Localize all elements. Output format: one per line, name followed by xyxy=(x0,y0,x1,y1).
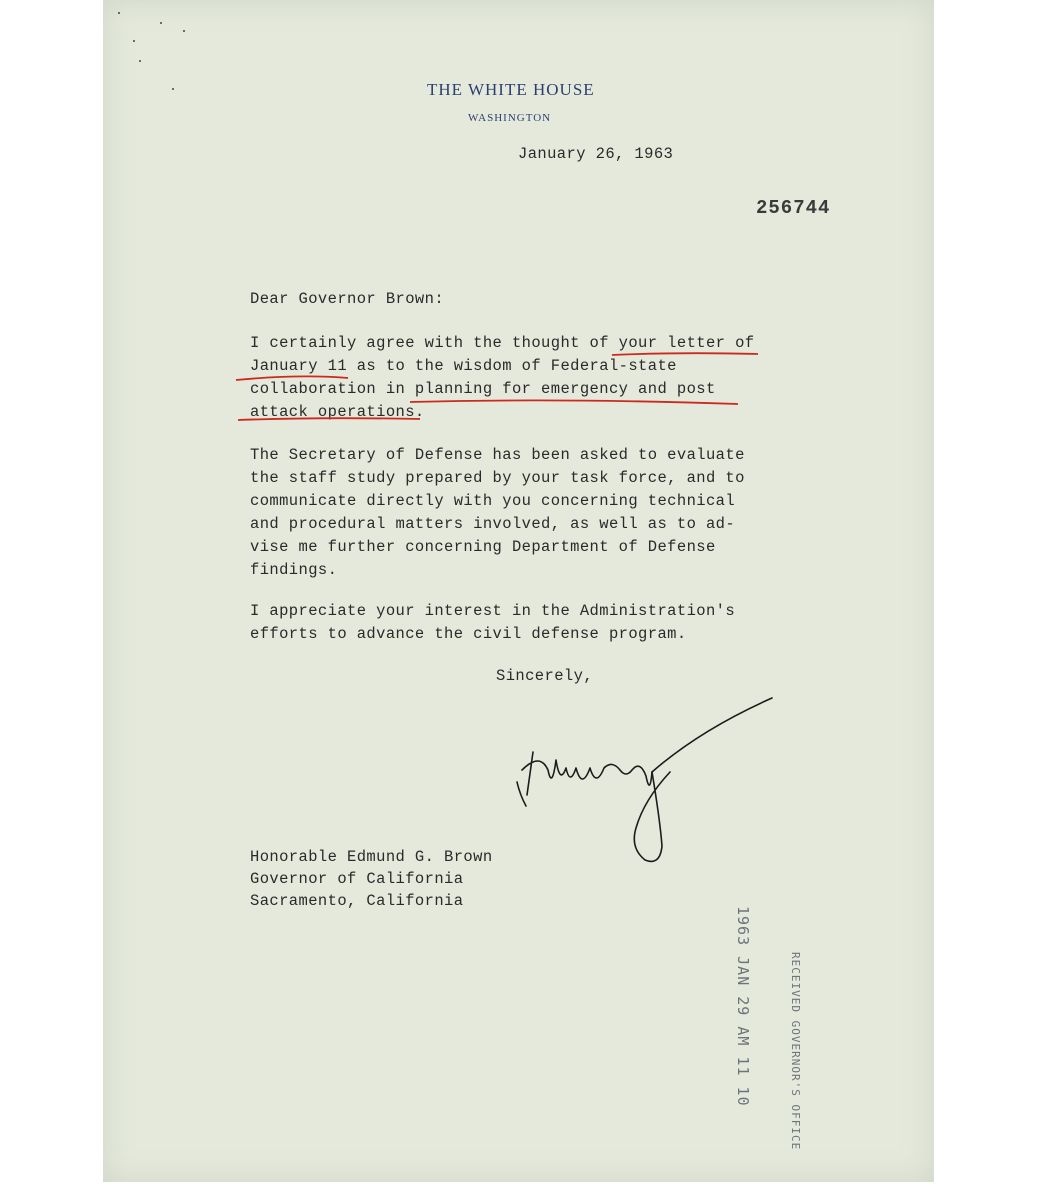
salutation: Dear Governor Brown: xyxy=(250,290,445,308)
received-stamp-date: 1963 JAN 29 AM 11 10 xyxy=(734,906,752,1107)
paragraph-line: communicate directly with you concerning technical xyxy=(250,492,736,510)
recipient-line: Honorable Edmund G. Brown xyxy=(250,848,493,866)
received-stamp xyxy=(722,900,814,1151)
paragraph-line: collaboration in planning for emergency and post xyxy=(250,380,716,398)
red-underline-2 xyxy=(236,376,348,380)
red-underline-3 xyxy=(410,400,738,404)
recipient-address xyxy=(250,846,493,912)
letterhead-subtitle: WASHINGTON xyxy=(468,112,552,124)
paragraph-line: January 11 as to the wisdom of Federal-state xyxy=(250,357,677,375)
paragraph-line: attack operations. xyxy=(250,403,425,421)
closing: Sincerely, xyxy=(496,667,594,685)
paragraph-line: I certainly agree with the thought of your letter of xyxy=(250,334,755,352)
paragraph-line: I appreciate your interest in the Administration's xyxy=(250,602,736,620)
received-stamp-office: RECEIVED GOVERNOR'S OFFICE xyxy=(789,952,802,1151)
letter-date: January 26, 1963 xyxy=(518,145,674,163)
paragraph-line: the staff study prepared by your task force, and to xyxy=(250,469,745,487)
letterhead-title: THE WHITE HOUSE xyxy=(427,80,595,99)
file-number-stamp: 256744 xyxy=(756,197,831,219)
paragraph-line: findings. xyxy=(250,561,338,579)
red-underline-1 xyxy=(612,353,758,355)
paragraph-line: and procedural matters involved, as well as to ad- xyxy=(250,515,736,533)
paragraph-line: vise me further concerning Department of Defense xyxy=(250,538,716,556)
paragraph-line: The Secretary of Defense has been asked to evaluate xyxy=(250,446,745,464)
paragraph-line: efforts to advance the civil defense program. xyxy=(250,625,687,643)
recipient-line: Governor of California xyxy=(250,870,464,888)
signature xyxy=(517,698,772,861)
recipient-line: Sacramento, California xyxy=(250,892,464,910)
red-underline-4 xyxy=(238,418,420,420)
